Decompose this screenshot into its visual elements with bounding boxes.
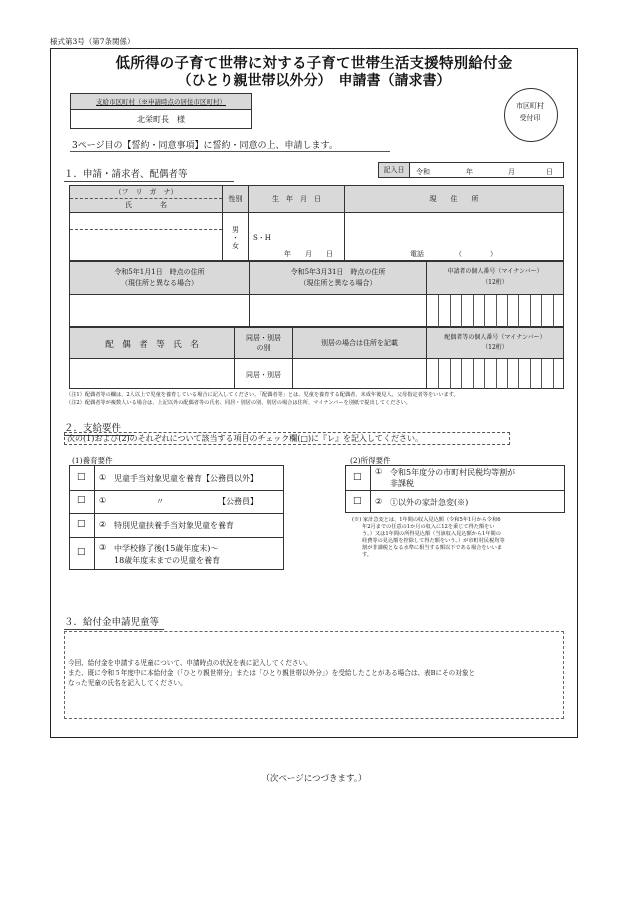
col-mynumber-sub: （12桁） bbox=[482, 279, 508, 286]
col-furigana: （フ リ ガ ナ） bbox=[114, 188, 178, 196]
rule bbox=[69, 513, 284, 514]
care-item-3-num: ② bbox=[99, 520, 107, 529]
income-note-5: 割が非課税となる水準に相当する額以下である場合をいいま bbox=[362, 545, 503, 551]
note-2: （注2）配偶者等が複数人いる場合は、上記以外の配偶者等の氏名、同居・別居の別、別居の場合は住所、マイナンバーを別紙で提出してください。 bbox=[66, 400, 411, 406]
digit-cell-divider bbox=[461, 295, 462, 327]
section3-line-2: また、既に令和５年度中に本給付金（「ひとり親世帯分」または「ひとり親世帯以外分」）を受給したことがある場合は、表Bにその対象と bbox=[68, 669, 476, 677]
intro-underline bbox=[70, 151, 390, 152]
section3-line-1: 今回、給付金を申請する児童について、申請時点の状況を表に記入してください。 bbox=[68, 659, 312, 667]
care-checkbox-2[interactable]: □ bbox=[77, 495, 86, 505]
col-addr-jan-sub: （現住所と異なる場合） bbox=[121, 279, 198, 287]
col-name: 氏 名 bbox=[125, 201, 167, 209]
municipality-addressee: 北栄町長 様 bbox=[137, 115, 185, 124]
care-checkbox-1[interactable]: □ bbox=[77, 472, 86, 482]
care-item-4-text: 中学校修了後(15歳年度末)〜 bbox=[114, 544, 219, 553]
digit-cell-divider bbox=[507, 359, 508, 389]
gender-dot: ・ bbox=[232, 234, 239, 242]
col-spouse-mynumber: 配偶者等の個人番号（マイナンバー） bbox=[444, 334, 546, 341]
stamp-label-1: 市区町村 bbox=[516, 102, 544, 110]
entry-date-day: 日 bbox=[546, 168, 553, 176]
col-cohab: 同居・別居 bbox=[246, 334, 281, 342]
digit-cell-divider bbox=[484, 359, 485, 389]
digit-cell-divider bbox=[541, 295, 542, 327]
stamp-label-2: 受付印 bbox=[519, 114, 541, 122]
form-title: 低所得の子育て世帯に対する子育て世帯生活支援特別給付金 bbox=[115, 55, 513, 72]
rule bbox=[94, 465, 95, 570]
intro-text: 3ページ目の【誓約・同意事項】に誓約・同意の上、申請します。 bbox=[72, 141, 338, 151]
digit-cell-divider bbox=[507, 295, 508, 327]
income-item-1-text2: 非課税 bbox=[390, 479, 414, 488]
entry-date-label: 記入日 bbox=[379, 163, 410, 177]
digit-cell-divider bbox=[484, 295, 485, 327]
section2-instruction: 次の(1)および(2)のそれぞれについて該当する項目のチェック欄(□)に『レ』を記入してください。 bbox=[64, 432, 510, 445]
rule bbox=[292, 327, 293, 389]
income-checkbox-1[interactable]: □ bbox=[353, 472, 362, 482]
section2-title: ２．支給要件 bbox=[64, 420, 134, 436]
care-item-4-text2: 18歳年度末までの児童を養育 bbox=[114, 556, 221, 565]
care-item-1-text: 児童手当対象児童を養育【公務員以外】 bbox=[114, 474, 258, 483]
care-item-4-num: ③ bbox=[99, 543, 107, 552]
income-note-2: 年2月までの任意の1か月の収入に12を乗じて得た額をい bbox=[362, 524, 495, 530]
cohab-value[interactable]: 同居・別居 bbox=[246, 371, 281, 379]
col-gender: 性別 bbox=[228, 195, 243, 203]
rule bbox=[69, 212, 564, 213]
income-item-1-text: 令和5年度分の市町村民税均等割が bbox=[390, 468, 516, 477]
col-addr-mar-sub: （現住所と異なる場合） bbox=[299, 279, 377, 287]
spouse-mynumber-digit-cells[interactable] bbox=[427, 359, 564, 389]
digit-cell-divider bbox=[473, 359, 474, 389]
phone-parens[interactable]: （ ） bbox=[455, 250, 497, 258]
income-note-6: す。 bbox=[362, 552, 372, 558]
form-subtitle: （ひとり親世帯以外分） 申請書（請求書） bbox=[177, 73, 451, 89]
digit-cell-divider bbox=[496, 295, 497, 327]
digit-cell-divider bbox=[553, 359, 554, 389]
digit-cell-divider bbox=[530, 295, 531, 327]
digit-cell-divider bbox=[518, 295, 519, 327]
income-requirement-heading: (2)所得要件 bbox=[350, 456, 391, 465]
care-item-1-num: ① bbox=[99, 473, 107, 482]
care-requirement-heading: (1)養育要件 bbox=[72, 456, 113, 465]
rule bbox=[69, 537, 284, 538]
digit-cell-divider bbox=[450, 359, 451, 389]
digit-cell-divider bbox=[438, 295, 439, 327]
entry-date-year: 年 bbox=[466, 168, 473, 176]
entry-date-era: 令和 bbox=[416, 168, 430, 176]
col-birth: 生 年 月 日 bbox=[272, 195, 321, 203]
section3-title: ３．給付金申請児童等 bbox=[64, 614, 164, 630]
section1-title: １．申請・請求者、配偶者等 bbox=[64, 166, 234, 182]
col-spouse: 配 偶 者 等 氏 名 bbox=[105, 340, 199, 350]
continued-notice: （次ページにつづきます。） bbox=[261, 774, 367, 784]
care-item-3-text: 特別児童扶養手当対象児童を養育 bbox=[114, 521, 234, 530]
col-address: 現 住 所 bbox=[429, 195, 479, 203]
mynumber-digit-cells[interactable] bbox=[427, 295, 564, 327]
digit-cell-divider bbox=[553, 295, 554, 327]
rule bbox=[70, 229, 222, 230]
section3-line-3: なった児童の氏名を記入してください。 bbox=[68, 679, 187, 687]
rule bbox=[70, 198, 222, 199]
col-separate: 別居の場合は住所を記載 bbox=[321, 339, 398, 347]
rule bbox=[69, 490, 284, 491]
income-checkbox-2[interactable]: □ bbox=[353, 496, 362, 506]
digit-cell-divider bbox=[496, 359, 497, 389]
municipality-label: 支給市区町村（※申請時点の居住市区町村） bbox=[96, 98, 226, 106]
digit-cell-divider bbox=[461, 359, 462, 389]
care-checkbox-3[interactable]: □ bbox=[77, 519, 86, 529]
note-1: （注1）配偶者等の欄は、2人以上で児童を養育している場合に記入してください。「配偶者等」とは、児童を養育する配偶者、未成年後見人、父母指定者等をいいます。 bbox=[66, 392, 459, 398]
phone-label: 電話 bbox=[410, 250, 424, 258]
care-item-2-ditto: 〃 bbox=[156, 497, 164, 506]
income-note-3: う。）又は1年間の所得見込額（当該収入見込額から1年間の bbox=[362, 531, 501, 537]
digit-cell-divider bbox=[518, 359, 519, 389]
col-mynumber: 申請者の個人番号（マイナンバー） bbox=[447, 268, 543, 275]
income-note-1: (※) 家計急変とは、1年間の収入見込額（令和5年1月から令和6 bbox=[352, 517, 501, 523]
rule bbox=[370, 465, 371, 513]
col-cohab-sub: の別 bbox=[256, 344, 271, 352]
digit-cell-divider bbox=[438, 359, 439, 389]
entry-date-month: 月 bbox=[508, 168, 515, 176]
birth-era[interactable]: S・H bbox=[253, 234, 271, 242]
gender-female[interactable]: 女 bbox=[232, 242, 239, 250]
income-item-1-num: ① bbox=[375, 467, 383, 476]
col-addr-mar: 令和5年3月31日 時点の住所 bbox=[290, 268, 386, 276]
birth-ymd: 年 月 日 bbox=[284, 250, 333, 258]
care-item-2-num: ① bbox=[99, 496, 107, 505]
digit-cell-divider bbox=[473, 295, 474, 327]
care-checkbox-4[interactable]: □ bbox=[77, 547, 86, 557]
col-spouse-mynumber-sub: （12桁） bbox=[482, 344, 508, 351]
digit-cell-divider bbox=[450, 295, 451, 327]
digit-cell-divider bbox=[530, 359, 531, 389]
address-header-bg bbox=[70, 262, 563, 294]
rule bbox=[345, 490, 565, 491]
income-item-2-text: ①以外の家計急変(※) bbox=[390, 498, 469, 507]
income-note-4: 経費等の見込額を控除して得た額をいう。）が市町村民税均等 bbox=[362, 538, 505, 544]
gender-male[interactable]: 男 bbox=[232, 226, 239, 234]
col-addr-jan: 令和5年1月1日 時点の住所 bbox=[114, 268, 205, 276]
form-number: 様式第3号（第7条関係） bbox=[50, 37, 135, 46]
care-item-2-text: 【公務員】 bbox=[218, 497, 258, 506]
digit-cell-divider bbox=[541, 359, 542, 389]
income-item-2-num: ② bbox=[375, 497, 383, 506]
